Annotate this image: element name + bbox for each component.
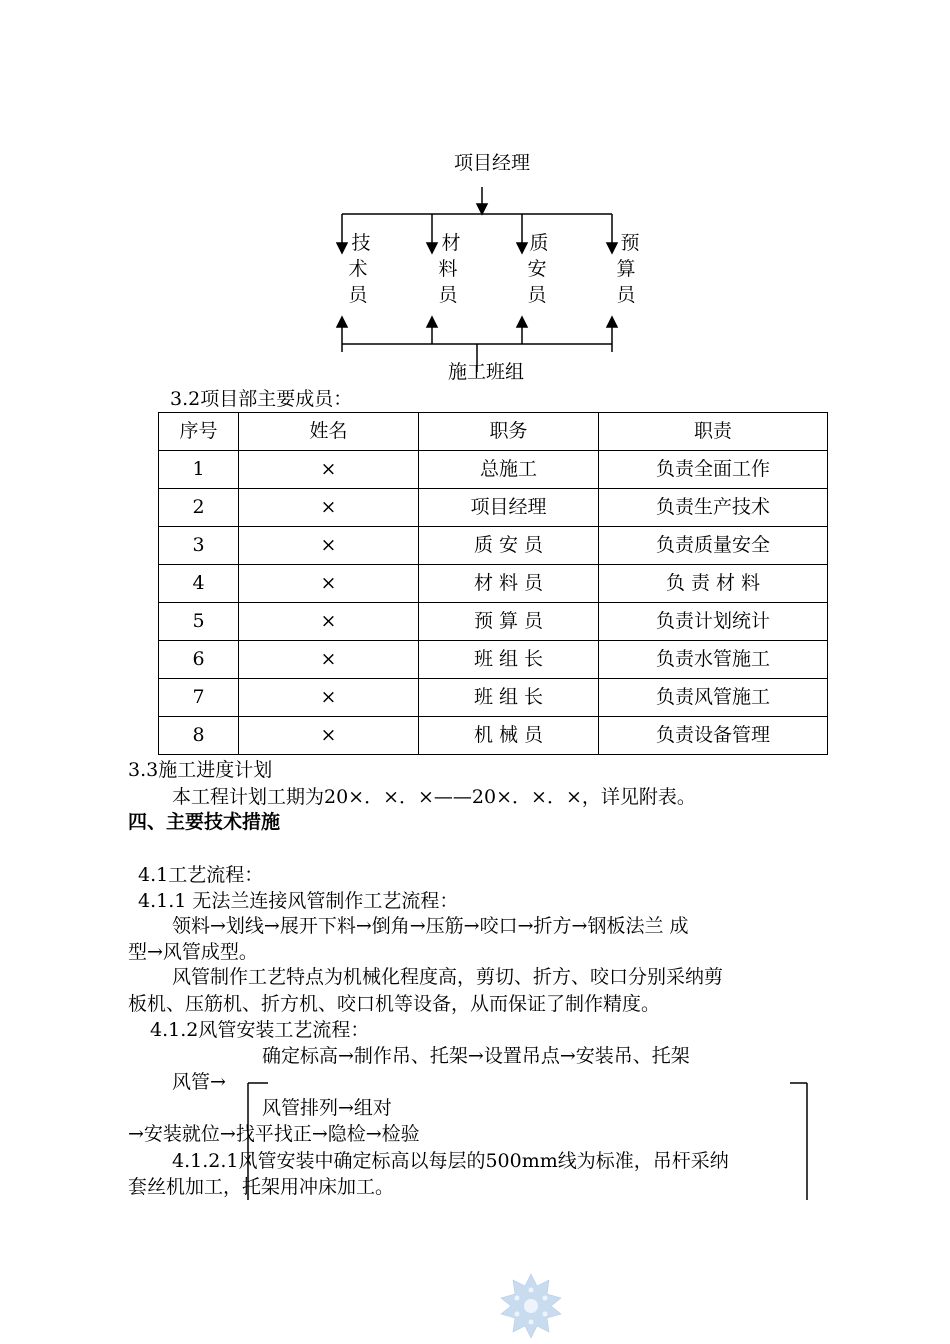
table-cell: 总施工: [419, 451, 599, 489]
para-line1: 风管制作工艺特点为机械化程度高，剪切、折方、咬口分别采纳剪: [172, 966, 724, 988]
table-cell: 负责计划统计: [599, 603, 828, 641]
table-cell: 负责质量安全: [599, 527, 828, 565]
table-cell: 8: [159, 717, 239, 755]
header-cell: 职责: [599, 413, 828, 451]
table-cell: 机 械 员: [419, 717, 599, 755]
table-cell: 负责全面工作: [599, 451, 828, 489]
table-cell: 负责生产技术: [599, 489, 828, 527]
table-cell: 1: [159, 451, 239, 489]
section-4-1-2-title: 4.1.2风管安装工艺流程：: [150, 1019, 370, 1041]
flow1-line2: 型→风管成型。: [128, 941, 258, 963]
table-cell: 负责风管施工: [599, 679, 828, 717]
s4-1-2-1-line1: 4.1.2.1风管安装中确定标高以每层的500mm线为标准，吊杆采纳: [172, 1150, 729, 1172]
table-cell: 负责设备管理: [599, 717, 828, 755]
schedule-text: 本工程计划工期为20×．×．×——20×．×．×，详见附表。: [172, 786, 696, 808]
section-4-heading: 四、主要技术措施: [128, 811, 281, 833]
table-cell: 7: [159, 679, 239, 717]
table-cell: 2: [159, 489, 239, 527]
table-cell: 质 安 员: [419, 527, 599, 565]
table-cell: 班 组 长: [419, 641, 599, 679]
table-cell: ×: [239, 451, 419, 489]
table-cell: 班 组 长: [419, 679, 599, 717]
s4-1-2-1-line2: 套丝机加工，托架用冲床加工。: [128, 1176, 395, 1198]
org-top-manager: 项目经理: [454, 152, 531, 174]
table-cell: 6: [159, 641, 239, 679]
table-cell: ×: [239, 565, 419, 603]
section-3-3-title: 3.3施工进度计划: [128, 759, 273, 781]
table-cell: 项目经理: [419, 489, 599, 527]
table-cell: 预 算 员: [419, 603, 599, 641]
flow2-start: 风管→: [172, 1071, 226, 1093]
section-3-2-title: 3.2项目部主要成员：: [170, 388, 353, 410]
flow2-upper: 确定标高→制作吊、托架→设置吊点→安装吊、托架: [262, 1045, 690, 1067]
snowflake-watermark-icon: [497, 1272, 565, 1340]
table-cell: 材 料 员: [419, 565, 599, 603]
table-cell: 5: [159, 603, 239, 641]
header-cell: 姓名: [239, 413, 419, 451]
table-cell: 3: [159, 527, 239, 565]
flow2-lower: 风管排列→组对: [262, 1097, 392, 1119]
table-cell: 4: [159, 565, 239, 603]
header-cell: 职务: [419, 413, 599, 451]
section-4-1-title: 4.1工艺流程：: [138, 864, 264, 886]
para-line2: 板机、压筋机、折方机、咬口机等设备，从而保证了制作精度。: [128, 993, 661, 1015]
header-cell: 序号: [159, 413, 239, 451]
table-cell: ×: [239, 679, 419, 717]
flow2-line3: →安装就位→找平找正→隐检→检验: [128, 1123, 420, 1145]
table-cell: 负 责 材 料: [599, 565, 828, 603]
table-cell: 负责水管施工: [599, 641, 828, 679]
table-cell: ×: [239, 489, 419, 527]
section-4-1-1-title: 4.1.1 无法兰连接风管制作工艺流程：: [138, 890, 459, 912]
flow1-line1: 领料→划线→展开下料→倒角→压筋→咬口→折方→钢板法兰 成: [172, 915, 689, 937]
org-bottom-team: 施工班组: [448, 361, 525, 383]
table-cell: ×: [239, 717, 419, 755]
table-cell: ×: [239, 603, 419, 641]
table-cell: ×: [239, 641, 419, 679]
table-cell: ×: [239, 527, 419, 565]
